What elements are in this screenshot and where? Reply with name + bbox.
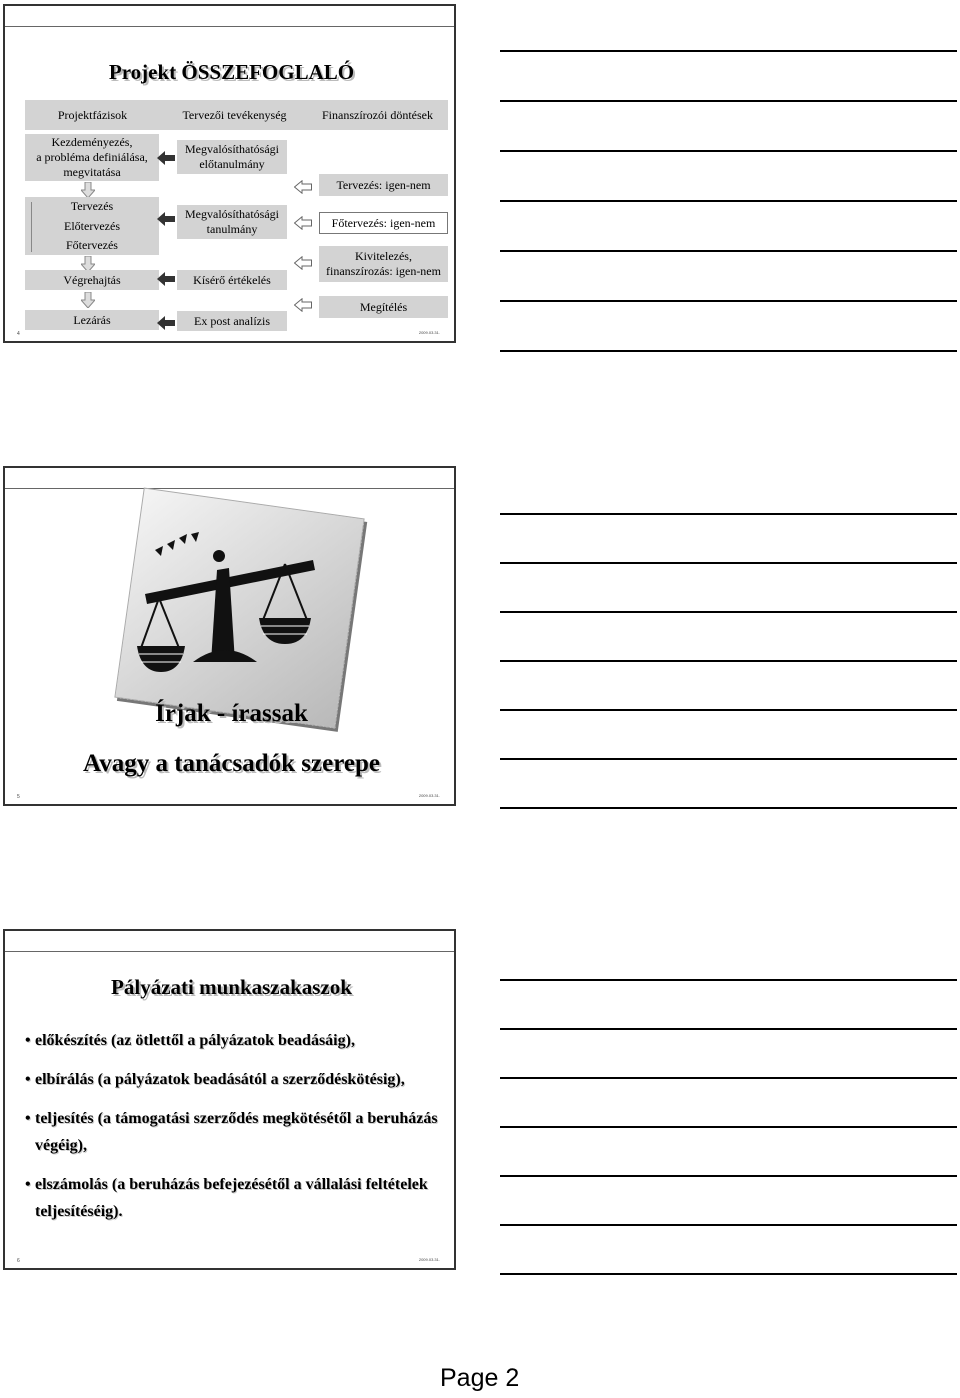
slide-title: Projekt ÖSSZEFOGLALÓ	[108, 60, 355, 84]
slide-header-strip	[5, 6, 454, 27]
decision-implementation-line1: Kivitelezés,	[355, 249, 412, 263]
note-line	[500, 611, 957, 613]
note-line	[500, 1273, 957, 1275]
phase-planning-line1: Tervezés	[70, 199, 114, 213]
left-arrow-outline-icon	[294, 180, 312, 194]
note-line	[500, 1126, 957, 1128]
note-line	[500, 250, 957, 252]
activity-feasibility	[177, 205, 287, 239]
note-line	[500, 660, 957, 662]
phase-execution: Végrehajtás	[25, 270, 159, 290]
balance-scale-icon	[135, 520, 335, 680]
activity-prefeasibility-line2: előtanulmány	[199, 157, 265, 171]
activity-prefeasibility	[177, 140, 287, 174]
left-arrow-outline-icon	[294, 298, 312, 312]
slide-date: 2009.03.31.	[418, 1257, 440, 1262]
phase-initiation	[25, 134, 159, 181]
table-header-band	[25, 100, 448, 130]
activity-feasibility-line2: tanulmány	[206, 222, 258, 236]
slide-subtitle: Avagy a tanácsadók szerepe	[83, 750, 380, 777]
note-line	[500, 200, 957, 202]
decision-mainplanning: Főtervezés: igen-nem	[319, 212, 448, 234]
note-line	[500, 1175, 957, 1177]
slide-application-phases	[3, 929, 456, 1270]
note-line	[500, 709, 957, 711]
note-line	[500, 807, 957, 809]
page-label: Page 2	[440, 1364, 520, 1392]
note-line	[500, 979, 957, 981]
bullet-list	[25, 1027, 450, 1237]
slide-number: 6	[17, 1258, 20, 1264]
phase-closure: Lezárás	[25, 310, 159, 330]
down-arrow-icon	[81, 182, 95, 198]
activity-expost: Ex post analízis	[177, 311, 287, 331]
slide-title: Pályázati munkaszakaszok	[111, 975, 352, 999]
slide-project-summary	[3, 4, 456, 343]
slide-header-strip	[5, 931, 454, 952]
slide-date: 2009.03.31.	[418, 330, 440, 335]
phase-planning-line2: Előtervezés	[64, 218, 120, 233]
left-arrow-outline-icon	[294, 256, 312, 270]
decision-evaluation: Megítélés	[319, 296, 448, 318]
note-line	[500, 100, 957, 102]
activity-monitoring: Kísérő értékelés	[177, 270, 287, 290]
decision-planning: Tervezés: igen-nem	[319, 174, 448, 196]
list-item: • előkészítés (az ötlettől a pályázatok beadásáig),	[25, 1027, 450, 1054]
note-line	[500, 150, 957, 152]
note-line	[500, 1028, 957, 1030]
list-item: • elbírálás (a pályázatok beadásától a szerződéskötésig),	[25, 1066, 450, 1093]
list-item: • elszámolás (a beruházás befejezésétől a vállalási feltételek teljesítéséig).	[25, 1171, 450, 1225]
slide-title: Írjak - írassak	[155, 700, 308, 727]
note-line	[500, 1224, 957, 1226]
planning-bracket	[31, 202, 32, 252]
left-arrow-icon	[157, 151, 175, 165]
list-item: • teljesítés (a támogatási szerződés megkötésétől a beruházás végéig),	[25, 1105, 450, 1159]
note-line	[500, 758, 957, 760]
note-line	[500, 562, 957, 564]
slide-number: 4	[17, 331, 20, 337]
note-line	[500, 300, 957, 302]
header-designer-activity: Tervezői tevékenység	[182, 108, 287, 122]
decision-implementation	[319, 246, 448, 282]
note-line	[500, 350, 957, 352]
slide-number: 5	[17, 794, 20, 800]
left-arrow-icon	[157, 316, 175, 330]
slide-header-strip	[5, 468, 454, 489]
note-line	[500, 1077, 957, 1079]
activity-prefeasibility-line1: Megvalósíthatósági	[185, 142, 279, 156]
slide-date: 2009.03.31.	[418, 793, 440, 798]
phase-planning-line3: Főtervezés	[66, 238, 118, 252]
header-financier-decisions: Finanszírozói döntések	[322, 108, 433, 122]
note-line	[500, 513, 957, 515]
phase-initiation-line2: a probléma definiálása,	[36, 150, 148, 164]
note-line	[500, 50, 957, 52]
left-arrow-icon	[157, 212, 175, 226]
down-arrow-icon	[81, 292, 95, 308]
left-arrow-icon	[157, 272, 175, 286]
activity-feasibility-line1: Megvalósíthatósági	[185, 207, 279, 221]
left-arrow-outline-icon	[294, 216, 312, 230]
decision-implementation-line2: finanszírozás: igen-nem	[326, 264, 441, 278]
header-project-phases: Projektfázisok	[57, 108, 128, 122]
phase-planning	[25, 197, 159, 255]
slide-consultants-role	[3, 466, 456, 806]
phase-initiation-line3: megvitatása	[63, 165, 121, 179]
phase-initiation-line1: Kezdeményezés,	[51, 135, 133, 149]
